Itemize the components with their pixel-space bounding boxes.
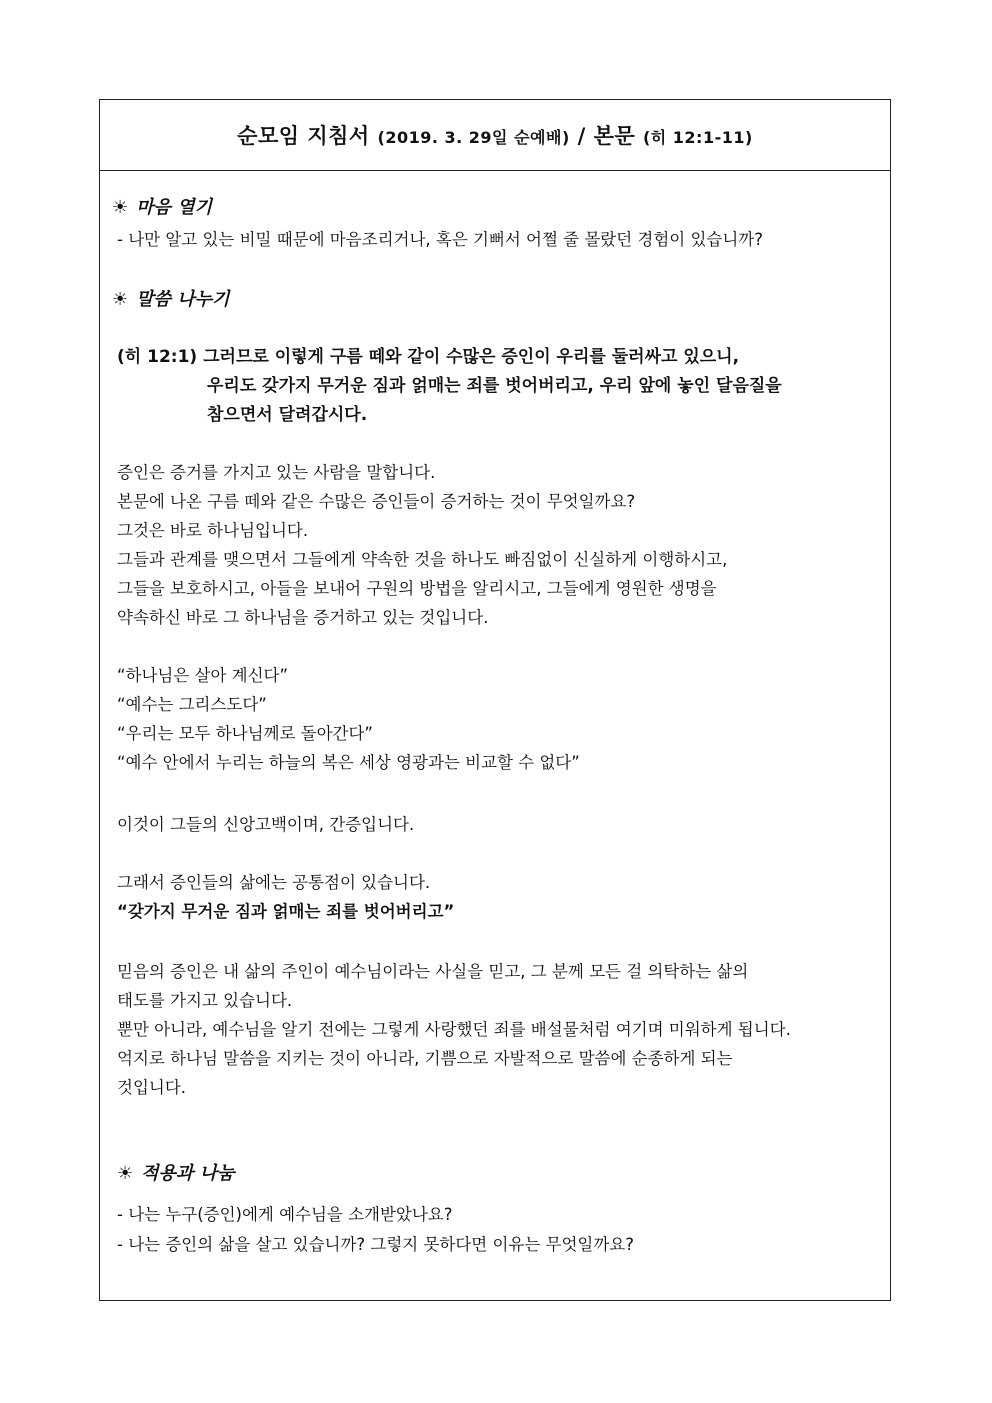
sun-icon: ☀ (112, 289, 129, 310)
paragraph-line: 것입니다. (117, 1078, 187, 1097)
paragraph-line: 그들을 보호하시고, 아들을 보내어 구원의 방법을 알리시고, 그들에게 영원한 생명을 (117, 579, 717, 598)
confession-line: 이것이 그들의 신앙고백이며, 간증입니다. (117, 815, 415, 834)
common-line: 그래서 증인들의 삶에는 공통점이 있습니다. (117, 873, 431, 892)
title-date: (2019. 3. 29일 순예배) (377, 128, 570, 147)
paragraph-line: 그들과 관계를 맺으면서 그들에게 약속한 것을 하나도 빠짐없이 신실하게 이행하시고, (117, 550, 728, 569)
verse-line-3: 참으면서 달려갑시다. (207, 405, 368, 425)
apply-question: - 나는 증인의 삶을 살고 있습니까? 그렇지 못하다면 이유는 무엇일까요? (117, 1235, 634, 1254)
paragraph-line: 본문에 나온 구름 떼와 같은 수많은 증인들이 증거하는 것이 무엇일까요? (117, 492, 636, 511)
section-title: 마음 열기 (136, 197, 212, 218)
verse-reference: (히 12:1) (117, 347, 198, 367)
quote-line: “우리는 모두 하나님께로 돌아간다” (117, 724, 373, 743)
title-main: 순모임 지침서 (237, 124, 370, 148)
paragraph-line: 믿음의 증인은 내 삶의 주인이 예수님이라는 사실을 믿고, 그 분께 모든 걸 의탁하는 삶의 (117, 962, 749, 981)
section-title: 적용과 나눔 (141, 1163, 235, 1184)
sun-icon: ☀ (117, 1163, 134, 1184)
quote-line: “예수는 그리스도다” (117, 695, 267, 714)
section-heading-open (112, 193, 212, 219)
apply-question: - 나는 누구(증인)에게 예수님을 소개받았나요? (117, 1205, 453, 1224)
paragraph-line: 태도를 가지고 있습니다. (117, 991, 293, 1010)
paragraph-line: 뿐만 아니라, 예수님을 알기 전에는 그렇게 사랑했던 죄를 배설물처럼 여기며 미워하게 됩니다. (117, 1020, 791, 1039)
page-title (237, 120, 753, 150)
guide-frame (99, 99, 891, 1301)
sun-icon: ☀ (112, 197, 129, 218)
paragraph-line: 억지로 하나님 말씀을 지키는 것이 아니라, 기쁨으로 자발적으로 말씀에 순종하게 되는 (117, 1049, 733, 1068)
title-text: 본문 (593, 124, 636, 148)
open-question: - 나만 알고 있는 비밀 때문에 마음조리거나, 혹은 기뻐서 어쩔 줄 몰랐던 경험이 있습니까? (117, 230, 764, 249)
paragraph-line: 약속하신 바로 그 하나님을 증거하고 있는 것입니다. (117, 608, 489, 627)
verse-line-1 (117, 342, 739, 367)
section-heading-share (112, 285, 229, 311)
paragraph-line: 증인은 증거를 가지고 있는 사람을 말합니다. (117, 463, 436, 482)
section-title: 말씀 나누기 (136, 289, 230, 310)
title-separator: / (577, 124, 586, 148)
header (100, 100, 890, 171)
verse-line-2: 우리도 갖가지 무거운 짐과 얽매는 죄를 벗어버리고, 우리 앞에 놓인 달음질을 (207, 376, 782, 396)
quote-line: “예수 안에서 누리는 하늘의 복은 세상 영광과는 비교할 수 없다” (117, 753, 580, 772)
verse-text: 그러므로 이렇게 구름 떼와 같이 수많은 증인이 우리를 둘러싸고 있으니, (203, 347, 740, 367)
section-heading-apply (117, 1159, 234, 1185)
common-bold-line: “갖가지 무거운 짐과 얽매는 죄를 벗어버리고” (117, 902, 455, 921)
paragraph-line: 그것은 바로 하나님입니다. (117, 521, 309, 540)
quote-line: “하나님은 살아 계신다” (117, 666, 289, 685)
title-reference: (히 12:1-11) (642, 128, 753, 147)
